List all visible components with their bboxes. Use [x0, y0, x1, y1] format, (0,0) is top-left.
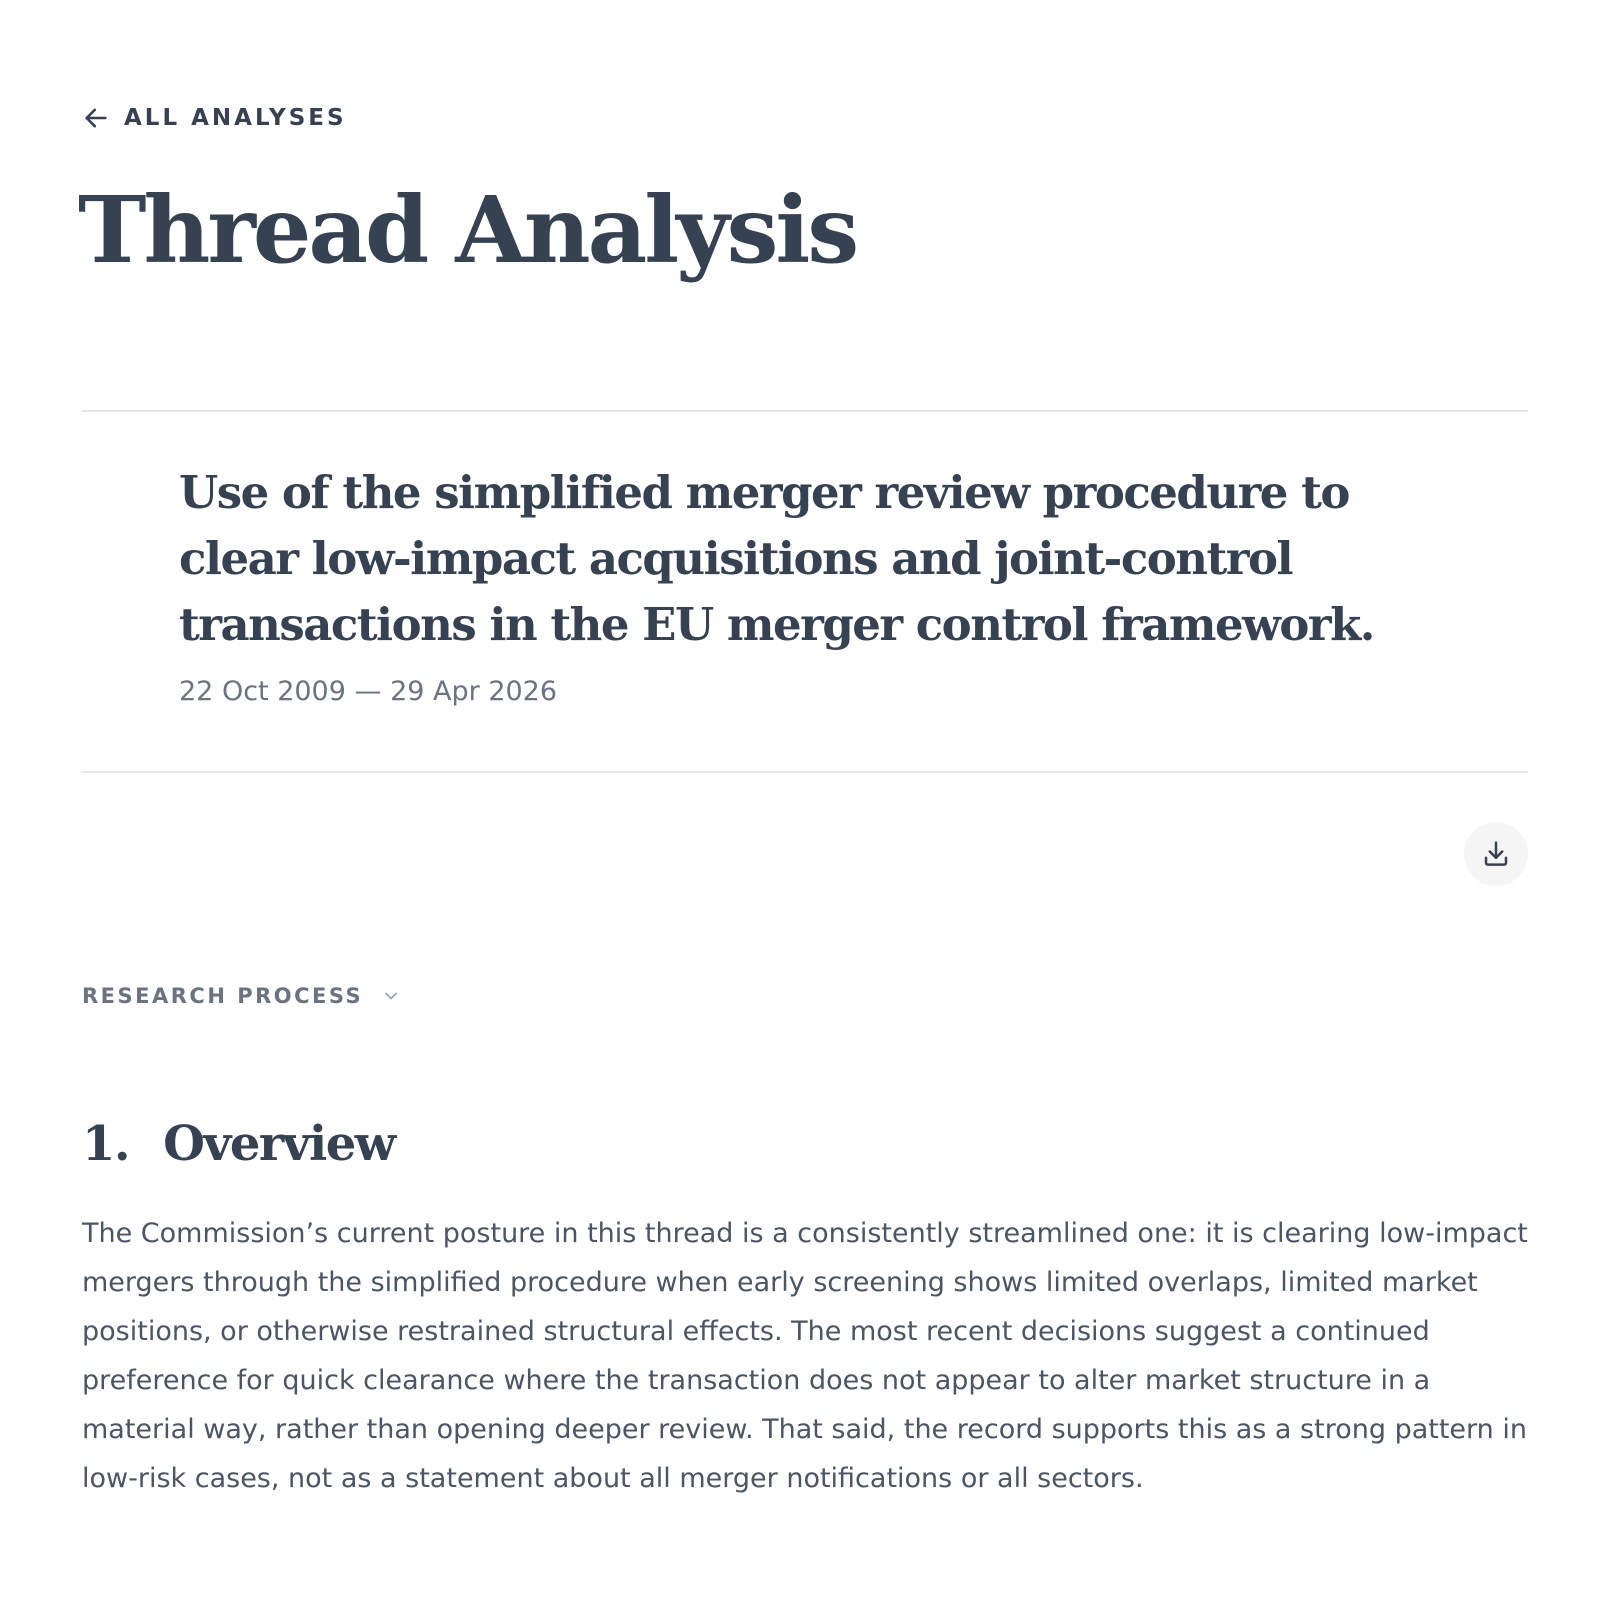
download-button[interactable]: [1464, 822, 1528, 886]
chevron-down-icon: [381, 986, 401, 1006]
section-body-overview: The Commission’s current posture in this thread is a consistently streamlined one: it is clearing low-impact mergers through the simplified procedure when early screening shows limited overlaps, limited market positions, or otherwise restrained structural effects. The most recent decisions suggest a continued preference for quick clearance where the transaction does not appear to alter market structure in a material way, rather than opening deeper review. That said, the record supports this as a strong pattern in low-risk cases, not as a statement about all merger notifications or all sectors.: [82, 1218, 1528, 1494]
page-title: Thread Analysis: [78, 176, 857, 284]
date-range: 22 Oct 2009 — 29 Apr 2026: [179, 676, 558, 707]
back-link-label: ALL ANALYSES: [124, 105, 347, 131]
query-block: [179, 460, 1429, 707]
research-process-label: RESEARCH PROCESS: [82, 984, 364, 1008]
query-title: Use of the simplified merger review procedure to clear low-impact acquisitions and joint-control transactions in the EU merger control framework.: [179, 466, 1374, 651]
section-number: 1.: [82, 1116, 130, 1172]
research-process-toggle[interactable]: [82, 984, 401, 1008]
arrow-left-icon: [82, 104, 110, 132]
divider-bottom: [82, 771, 1528, 773]
back-to-all-analyses-link[interactable]: [82, 104, 347, 132]
download-icon: [1481, 839, 1511, 869]
section-title: Overview: [163, 1116, 395, 1172]
divider-top: [82, 410, 1528, 412]
section-heading-overview: [82, 1116, 395, 1172]
